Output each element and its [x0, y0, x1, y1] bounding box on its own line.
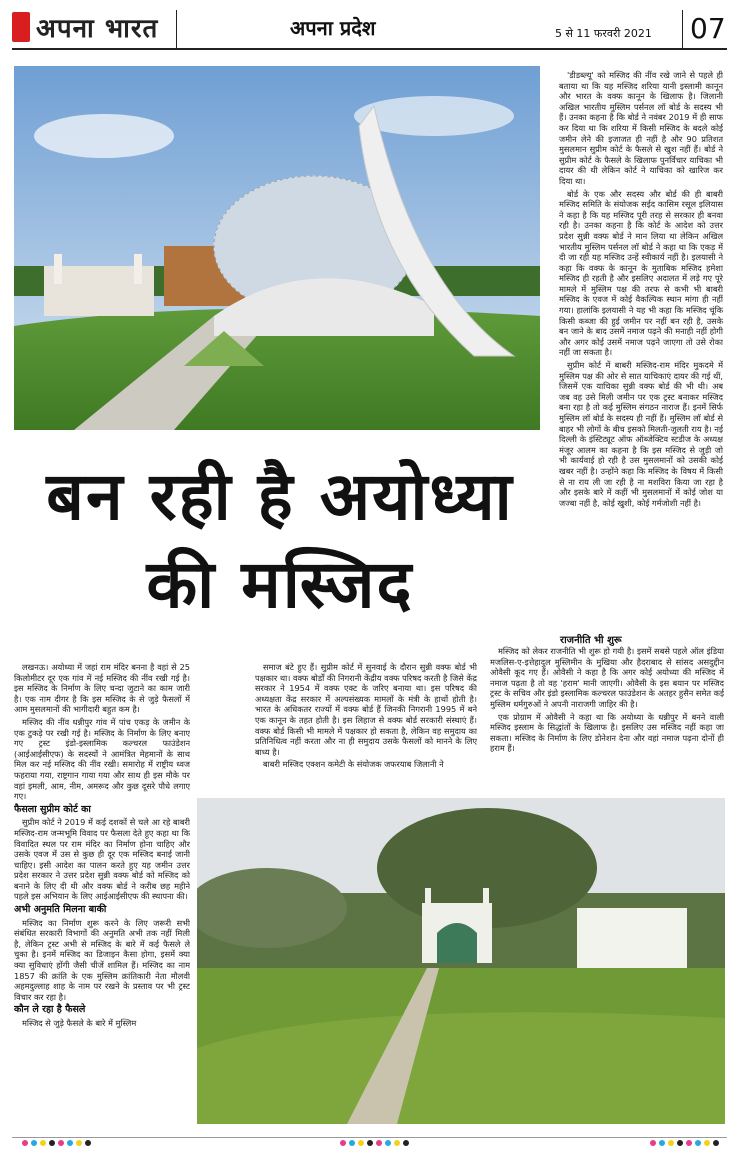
- registration-dot: [659, 1140, 665, 1146]
- issue-date: 5 से 11 फरवरी 2021: [555, 27, 652, 40]
- registration-dot: [677, 1140, 683, 1146]
- registration-dot: [376, 1140, 382, 1146]
- registration-dot: [76, 1140, 82, 1146]
- registration-dot: [403, 1140, 409, 1146]
- article-paragraph: मस्जिद से जुड़े फैसले के बारे में मुस्लिम: [22, 1018, 137, 1028]
- mosque-rendering-photo: [14, 66, 540, 430]
- right-column: [559, 70, 723, 626]
- registration-dot: [704, 1140, 710, 1146]
- header-divider: [176, 10, 177, 48]
- registration-dot: [22, 1140, 28, 1146]
- article-paragraph: मस्जिद का निर्माण शुरू करने के लिए जरूरी सभी संबंधित सरकारी विभागों की अनुमति अभी तक नहीं मिली है, लेकिन ट्रस्ट अभी से मस्जिद के बारे में कई फैसले ले चुका है। इनमें मस्जिद का डिजाइन कैसा होगा, इसमें क्या क्या सुविधाएं होंगी जैसी चीजें शामिल हैं। मस्जिद का नाम 1857 की क्रांति के एक मुस्लिम क्रांतिकारी नेता मौलवी अहमदुल्लाह शाह के नाम पर रखने के प्रस्ताव पर भी ट्रस्ट विचार कर रहा है।: [14, 917, 190, 1002]
- article-column-1: [14, 662, 190, 1132]
- registration-dot: [340, 1140, 346, 1146]
- registration-dot: [58, 1140, 64, 1146]
- registration-dot: [650, 1140, 656, 1146]
- subhead-politics: राजनीति भी शुरू: [560, 635, 622, 646]
- masthead-title: अपना भारत: [36, 14, 159, 44]
- registration-dot: [349, 1140, 355, 1146]
- registration-dot: [394, 1140, 400, 1146]
- header-rule: [12, 48, 727, 50]
- subhead: अभी अनुमति मिलना बाकी: [14, 904, 107, 916]
- article-column-2: [255, 662, 477, 792]
- article-column-3: [490, 646, 724, 792]
- mosque-site-photo: [197, 798, 725, 1124]
- subhead: फैसला सुप्रीम कोर्ट का: [14, 803, 91, 815]
- registration-dot: [40, 1140, 46, 1146]
- headline: [10, 452, 550, 628]
- article-paragraph: लखनऊ। अयोध्या में जहां राम मंदिर बनना है वहां से 25 किलोमीटर दूर एक गांव में नई मस्जिद की नींव रखी गई है। इस मस्जिद के निर्माण के लिए चन्दा जुटाने का काम जारी है। एक नाम दीगर है कि इस मस्जिद के से जुड़े फैसलों में आम मुसलमानों की भागीदारी बहुत कम है।: [14, 662, 190, 715]
- registration-dot: [49, 1140, 55, 1146]
- article-paragraph: मस्जिद की नींव धन्नीपुर गांव में पांच एकड़ के जमीन के एक टुकड़े पर रखी गई है। मस्जिद के निर्माण के लिए बनाए गए ट्रस्ट इंडो-इस्लामिक कल्चरल फाउंडेशन (आईआईसीएफ) के सदस्यों ने आमंत्रित मेहमानों के साथ मिल कर नई मस्जिद की नींव रखी। समारोह में राष्ट्रीय ध्वज फहराया गया, राष्ट्रगान गाया गया और साथ ही इस मौके पर वहां इमली, आम, नीम, अमरूद और कुछ दूसरे पौधे लगाए गए।: [14, 716, 190, 802]
- mosque-site-illustration: [197, 798, 725, 1124]
- registration-dot: [367, 1140, 373, 1146]
- registration-dot: [668, 1140, 674, 1146]
- color-registration-marks: [22, 1140, 91, 1146]
- article-paragraph: मस्जिद को लेकर राजनीति भी शुरू हो गयी है। इसमें सबसे पहले ऑल इंडिया मजलिस-ए-इत्तेहादुल मुस्लिमीन के मुखिया और हैदराबाद से सांसद असदुद्दीन ओवैसी कूद गए हैं। ओवैसी ने कहा है कि अगर कोई अयोध्या की मस्जिद में नमाज पढ़ता है तो वह 'हराम' मानी जाएगी। ओवैसी के इस बयान पर मस्जिद ट्रस्ट के सचिव और इंडो इस्लामिक कल्चरल फाउंडेशन के अतहर हुसैन समेत कई मुस्लिम धर्मगुरुओं ने अपनी नाराजगी जाहिर की है।: [490, 646, 724, 709]
- subhead: कौन ले रहा है फैसले: [14, 1004, 86, 1016]
- page-number: 07: [690, 12, 726, 45]
- right-paragraph: सुप्रीम कोर्ट में बाबरी मस्जिद-राम मंदिर मुकदमे में मुस्लिम पक्ष की ओर से सात याचिकाएं दायर की गई थीं, जिसमें एक याचिका सुन्नी वक्फ बोर्ड की भी थी। अब जब वह उसे मिली जमीन पर एक ट्रस्ट बनाकर मस्जिद बना रहा है तो कई मुस्लिम संगठन नाराज हैं। इनमें सिर्फ मुस्लिम लॉ बोर्ड के सदस्य ही नहीं हैं। मुस्लिम लॉ बोर्ड से बाहर भी लोगों के बीच इसको मिलती-जुलती राय है। नई दिल्ली के इंस्टिट्यूट ऑफ ऑब्जेक्टिव स्टडीज के अध्यक्ष मंजूर आलम का कहना है कि इस मस्जिद से जुड़ी जो भी कार्यवाई हो रही है उस मुसलमानों को उसकी कोई खबर नहीं है। उन्होंने कहा कि मस्जिद के विषय में किसी से ना राय ली जा रही है ना मशविरा किया जा रहा है और इसके बारे में कहीं भी मुसलमानों में कोई जोश या जज्बा नहीं है, कोई खुशी, कोई गर्मजोशी नहीं है।: [559, 360, 723, 508]
- right-paragraph: बोर्ड के एक और सदस्य और बोर्ड की ही बाबरी मस्जिद समिति के संयोजक सईद कासिम रसूल इलियास ने कहा है कि यह मस्जिद पूरी तरह से सरकार ही बनवा रही है। उनका कहना है कि कोर्ट के आदेश को उत्तर प्रदेश सुन्नी वक्फ बोर्ड ने मान लिया था लेकिन अखिल भारतीय मुस्लिम पर्सनल लॉ बोर्ड ने कहा था कि एकड़ में दी जा रही यह मस्जिद उन्हें स्वीकार्य नहीं है। इलयासी ने कहा कि वक्फ के कानून के मुताबिक मस्जिद हमेशा मस्जिद ही रहती है और इसलिए अदालत में लड़े गए पूरे मामले में मुस्लिम पक्ष की तरफ से कभी भी बाबरी मस्जिद के एवज में कोई वैकल्पिक स्थान मांगा ही नहीं गया। हालांकि इलयासी ने यह भी कहा कि मस्जिद चूंकि किसी कब्जा की हुई जमीन पर नहीं बन रही है, उसके बन जाने के बाद उसमें नमाज पढ़ने की मनाही नहीं होगी और अगर कोई उसमें नमाज पढ़ने जाएगा तो उसे रोका नहीं जा सकता है।: [559, 188, 723, 358]
- article-paragraph: समाज बंटे हुए हैं। सुप्रीम कोर्ट में सुनवाई के दौरान सुन्नी वक्फ बोर्ड भी पक्षकार था। वक्फ बोर्डों की निगरानी केंद्रीय वक्फ परिषद करती है जिसे केंद्र सरकार ने 1954 में वक्फ एक्ट के जरिए बनाया था। इस परिषद की अध्यक्षता केंद्र सरकार में अल्पसंख्यक मामलों के मंत्री के हाथों होती है। भारत के अधिकतर राज्यों में वक्फ बोर्ड हैं जिनकी निगरानी 1995 में बने एक कानून के तहत होती है। इस लिहाज से वक्फ बोर्ड सरकारी संस्थाएं हैं। वक्फ बोर्ड किसी भी मामले में पक्षकार हो सकता है, लेकिन वह समुदाय का प्रतिनिधित्व नहीं करता और ना ही समुदाय उसके फैसलों को मानने के लिए बाध्य है।: [255, 662, 477, 757]
- registration-dot: [695, 1140, 701, 1146]
- section-title: अपना प्रदेश: [290, 16, 376, 40]
- color-registration-marks: [340, 1140, 409, 1146]
- mosque-rendering-illustration: [14, 66, 540, 430]
- headline-line-1: बन रही है अयोध्या: [46, 457, 514, 535]
- registration-dot: [713, 1140, 719, 1146]
- registration-dot: [67, 1140, 73, 1146]
- registration-dot: [85, 1140, 91, 1146]
- registration-dot: [686, 1140, 692, 1146]
- header-divider: [682, 10, 683, 48]
- headline-line-2: की मस्जिद: [146, 545, 414, 623]
- masthead-logo-mark: [12, 12, 30, 42]
- article-paragraph: बाबरी मस्जिद एक्शन कमेटी के संयोजक जफरयाब जिलानी ने: [263, 759, 444, 770]
- registration-dot: [358, 1140, 364, 1146]
- color-registration-marks: [650, 1140, 719, 1146]
- article-paragraph: सुप्रीम कोर्ट ने 2019 में कई दशकों से चले आ रहे बाबरी मस्जिद-राम जन्मभूमि विवाद पर फैसला देते हुए कहा था कि विवादित स्थल पर राम मंदिर का निर्माण होना चाहिए और उसके एवज में उस से कुछ ही दूर एक मस्जिद बनाई जानी चाहिए। इसी आदेश का पालन करते हुए यह जमीन उत्तर प्रदेश सरकार ने उत्तर प्रदेश सुन्नी वक्फ बोर्ड को मस्जिद को बनाने के लिए दी थी और वक्फ बोर्ड ने करीब छह महीने पहले इस अभियान के लिए आईआईसीएफ की स्थापना की।: [14, 817, 190, 902]
- masthead: [12, 8, 172, 46]
- registration-dot: [31, 1140, 37, 1146]
- right-paragraph: 'डीडब्ल्यू' को मस्जिद की नींव रखे जाने से पहले ही बताया था कि यह मस्जिद शरिया यानी इस्लामी कानून और भारत के वक्फ कानून के खिलाफ है। जिलानी अखिल भारतीय मुस्लिम पर्सनल लॉ बोर्ड के सदस्य भी हैं। उनका कहना है कि बोर्ड ने नवंबर 2019 में ही साफ कर दिया था कि शरिया में किसी मस्जिद के बदले कोई जमीन लेने की इजाजत ही नहीं है और 90 प्रतिशत मुसलमान सुप्रीम कोर्ट के फैसले से खुश नहीं हैं। बोर्ड ने सुप्रीम कोर्ट के फैसले के खिलाफ पुनर्विचार याचिका भी दायर की थी लेकिन कोर्ट ने याचिका को खारिज कर दिया था।: [559, 70, 723, 186]
- registration-dot: [385, 1140, 391, 1146]
- article-paragraph: एक प्रोग्राम में ओवैसी ने कहा था कि अयोध्या के धन्नीपुर में बनने वाली मस्जिद इस्लाम के सिद्धांतों के खिलाफ है। इसलिए उस मस्जिद नहीं कहा जा सकता। मस्जिद के निर्माण के लिए डोनेशन देना और वहां नमाज पढ़ना दोनों ही हराम हैं।: [490, 711, 724, 754]
